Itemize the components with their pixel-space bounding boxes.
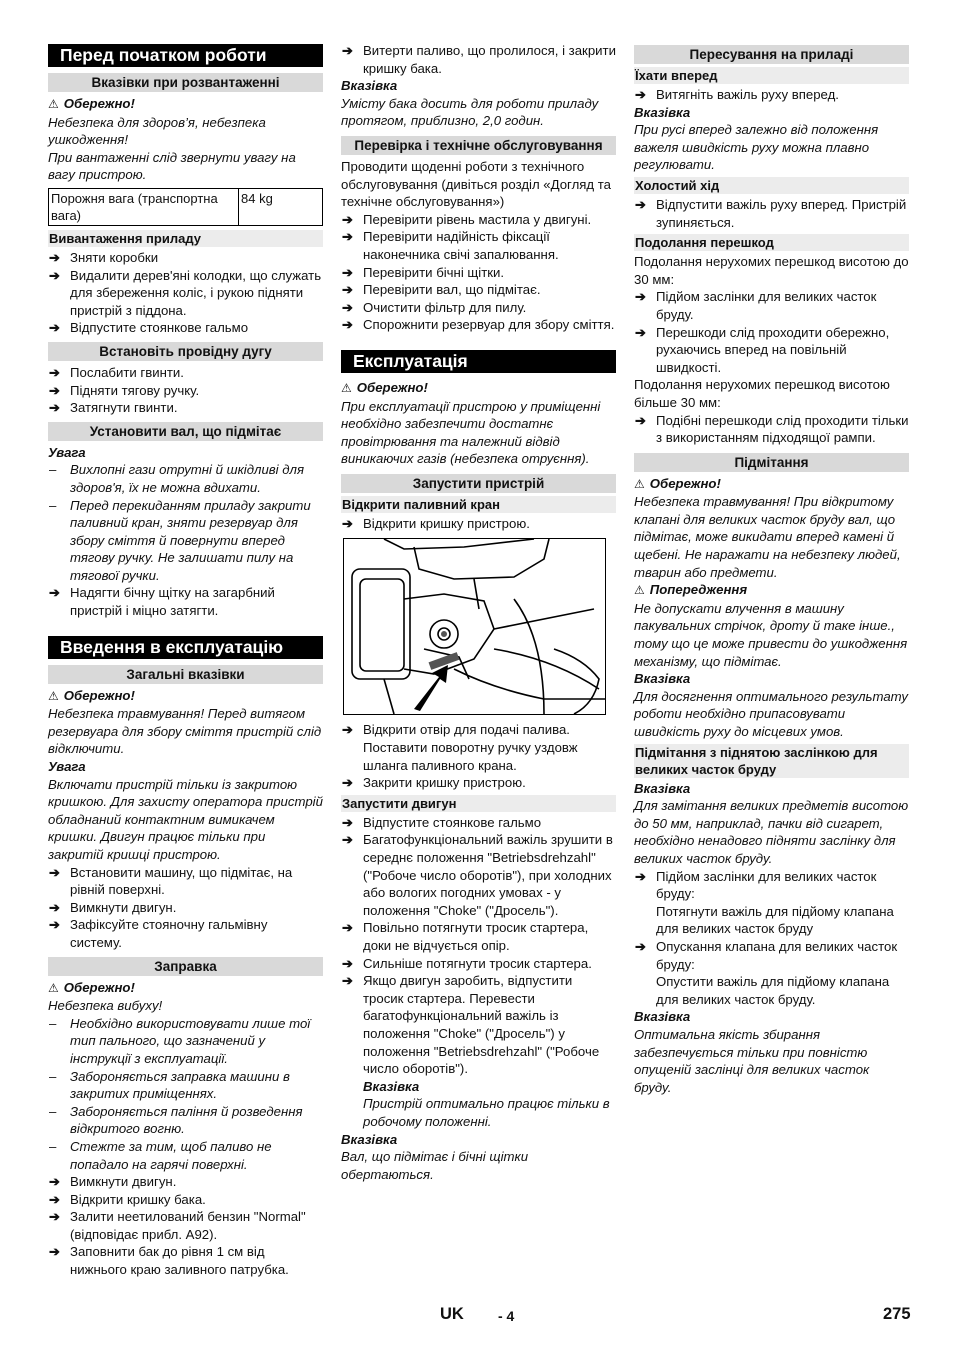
- note-text: Пристрій оптимально працює тільки в робочому положенні.: [363, 1096, 610, 1129]
- section-heading-before-start: Перед початком роботи: [48, 44, 323, 67]
- list-item: ➔ Вимкнути двигун.: [49, 899, 177, 915]
- arrow-right-icon: ➔: [49, 382, 61, 398]
- list-item: ➔ Відкрити кришку пристрою.: [342, 515, 530, 531]
- list-item: – Забороняється паління й розведення відкритого вогню.: [49, 1103, 303, 1137]
- footer-page-number: 275: [883, 1305, 911, 1323]
- label-attention: Увага: [48, 759, 86, 775]
- list-item: ➔ Встановити машину, що підмітає, на рівній поверхні.: [49, 864, 293, 898]
- arrow-right-icon: ➔: [635, 938, 647, 954]
- arrow-right-icon: ➔: [49, 1191, 61, 1207]
- list-item: ➔ Підйом заслінки для великих часток бруду.: [635, 289, 877, 322]
- sub-item: Потягнути важіль для підйому клапана для великих часток бруду: [656, 903, 894, 937]
- label-note: Вказівка: [634, 671, 691, 687]
- arrow-right-icon: ➔: [635, 412, 647, 428]
- arrow-right-icon: ➔: [342, 264, 354, 280]
- note-text: При русі вперед залежно від положення важеля швидкість руху можна плавно регулювати.: [634, 122, 879, 173]
- note-text: Умісту бака досить для роботи приладу протягом, приблизно, 2,0 годин.: [341, 95, 599, 129]
- heading-roller: Установити вал, що підмітає: [48, 422, 323, 441]
- arrow-right-icon: ➔: [49, 585, 61, 601]
- list-item: ➔ Витягніть важіль руху вперед.: [635, 87, 839, 102]
- list-item: ➔ Надягти бічну щітку на загарбний пристрій і міцно затягти.: [49, 585, 275, 619]
- arrow-right-icon: ➔: [342, 973, 354, 989]
- note-text: Оптимальна якість збирання забезпечується тільки при повністю опущеній заслінці для великих часток бруду.: [634, 1026, 870, 1095]
- warning-triangle-icon: ⚠: [48, 97, 59, 111]
- arrow-right-icon: ➔: [49, 1174, 61, 1190]
- arrow-right-icon: ➔: [342, 43, 354, 58]
- subheading-fuel-valve: Відкрити паливний кран: [341, 496, 616, 513]
- warning-sweep: ⚠ Обережно!: [634, 475, 721, 491]
- warning-triangle-icon: ⚠: [48, 980, 59, 995]
- note-text: Для досягнення оптимального результату роботи необхідно припасовувати швидкість руху до місцевих умов.: [634, 688, 908, 739]
- heading-unload: Вказівки при розвантаженні: [48, 73, 323, 92]
- list-item: ➔ Залити неетилований бензин "Normal" (відповідає прибл. А92).: [49, 1209, 306, 1242]
- warning-operation-text: При експлуатації пристрою у приміщенні необхідно забезпечити достатнє провітрювання та належний відвід виникаючих газів (небезпека отруєння).: [341, 398, 601, 467]
- subheading-unloading: Вивантаження приладу: [48, 230, 323, 247]
- section-heading-operation: Експлуатація: [341, 350, 616, 373]
- list-item: ➔ Відкрити отвір для подачі палива. Поставити поворотну ручку уздовж шланга паливного крана.: [342, 722, 578, 773]
- list-item: – Перед перекиданням приладу закрити паливний кран, зняти резервуар для збору сміття й повернути вперед тягову ручку. Не залишати пилу на тягової ручки.: [49, 497, 311, 583]
- heading-check: Перевірка і технічне обслуговування: [341, 136, 616, 155]
- heading-move: Пересування на приладі: [634, 45, 909, 64]
- label-note: Вказівка: [634, 780, 691, 796]
- list-item: ➔ Перевірити рівень мастила у двигуні.: [342, 211, 592, 227]
- arrow-right-icon: ➔: [49, 267, 61, 283]
- arrow-right-icon: ➔: [49, 320, 61, 336]
- list-item: ➔ Підйом заслінки для великих часток бруду:: [635, 868, 877, 902]
- warning-unload-text: Небезпека для здоров’я, небезпека ушкодження!: [48, 114, 266, 148]
- list-item: ➔ Багатофункціональний важіль зрушити в середнє положення "Betriebsdrehzahl" ("Робоче число оборотів"), при холодних або вологих погодних умовах - у положення "Choke" ("Дросель").: [342, 832, 613, 918]
- sub-item: Опустити важіль для підйому клапана для великих часток бруду.: [656, 974, 890, 1007]
- arrow-right-icon: ➔: [49, 1244, 61, 1260]
- warning-triangle-icon: ⚠: [341, 380, 352, 395]
- heading-start: Запустити пристрій: [341, 474, 616, 493]
- arrow-right-icon: ➔: [49, 1209, 61, 1225]
- list-item: ➔ Послабити гвинти.: [49, 364, 184, 380]
- label-note: Вказівка: [341, 1131, 398, 1147]
- warning-unload: ⚠ Обережно!: [48, 96, 135, 111]
- warning-triangle-icon: ⚠: [634, 583, 645, 598]
- obstacles-text-a: Подолання нерухомих перешкод висотою до 30 мм:: [634, 254, 909, 287]
- list-item: ➔ Зняти коробки: [49, 249, 159, 265]
- list-item: ➔ Перевірити надійність фіксації наконечника свічі запалювання.: [342, 229, 559, 262]
- subheading-flap: Підмітання з піднятою заслінкою для великих часток бруду: [634, 744, 909, 778]
- attention-text: Включати пристрій тільки із закритою кришкою. Для захисту оператора пристрій обладнаний контактним вимикачем кришки. Двигун працює тільки при закритій кришці пристрою.: [48, 776, 323, 862]
- heading-sweep: Підмітання: [634, 453, 909, 472]
- warning-triangle-icon: ⚠: [634, 476, 645, 491]
- label-note: Вказівка: [363, 1078, 420, 1094]
- label-note: Вказівка: [634, 104, 691, 120]
- arrow-right-icon: ➔: [49, 249, 61, 265]
- heading-fuel: Заправка: [48, 957, 323, 976]
- subheading-obstacles: Подолання перешкод: [634, 234, 909, 251]
- column-1: [48, 44, 323, 1279]
- label-attention: Увага: [48, 444, 86, 460]
- warning-sweep-text: Небезпека травмування! При відкритому клапані для великих часток бруду вал, що підмітає, може викидати вперед камені й щебені. Не наражати на небезпеку людей, тварин або предмети.: [634, 494, 901, 580]
- list-item: ➔ Відпустити важіль руху вперед. Пристрій зупиняється.: [635, 196, 907, 230]
- list-item: ➔ Витерти паливо, що пролилося, і закрити кришку бака.: [342, 43, 616, 76]
- list-item: ➔ Сильніше потягнути тросик стартера.: [342, 955, 592, 971]
- warning-general-text: Небезпека травмування! Перед витягом резервуара для збору сміття пристрій слід відключити.: [48, 706, 322, 757]
- list-item: ➔ Затягнути гвинти.: [49, 400, 178, 416]
- arrow-right-icon: ➔: [635, 289, 647, 305]
- list-item: ➔ Опускання клапана для великих часток бруду:: [635, 938, 898, 972]
- warning-triangle-icon: ⚠: [48, 688, 59, 703]
- label-note: Вказівка: [634, 1009, 691, 1025]
- arrow-right-icon: ➔: [635, 87, 647, 102]
- list-item: – Стежте за тим, щоб паливо не попадало на гарячі поверхні.: [49, 1138, 272, 1172]
- note-text: Для замітання великих предметів висотою до 50 мм, наприклад, пачки від сигарет, необхідно ненадовго підняти заслінку для великих часток бруду.: [634, 798, 909, 866]
- arrow-right-icon: ➔: [342, 282, 354, 298]
- list-item: ➔ Зафіксуйте стояночну гальмівну систему.: [49, 917, 268, 950]
- heading-handle: Встановіть провідну дугу: [48, 342, 323, 361]
- check-text: Проводити щоденні роботи з технічного обслуговування (дивіться розділ «Догляд та технічне обслуговування»): [341, 158, 611, 210]
- arrow-right-icon: ➔: [342, 814, 354, 830]
- list-item: – Забороняється заправка машини в закритих приміщеннях.: [49, 1068, 290, 1102]
- arrow-right-icon: ➔: [49, 917, 61, 933]
- arrow-right-icon: ➔: [342, 775, 354, 791]
- warning-caution-text: Не допускати влучення в машину пакувальних стрічок, дроту й таке інше., тому що це може привести до ушкодження механізму, що підмітає.: [634, 600, 908, 669]
- arrow-right-icon: ➔: [635, 324, 647, 340]
- list-item: ➔ Перешкоди слід проходити обережно, рухаючись вперед на повільній швидкості.: [635, 324, 890, 375]
- arrow-right-icon: ➔: [49, 899, 61, 915]
- list-item: – Вихлопні гази отрутні й шкідливі для здоров'я, їх не можна вдихати.: [49, 462, 305, 495]
- list-item: ➔ Перевірити вал, що підмітає.: [342, 282, 541, 298]
- list-item: ➔ Подібні перешкоди слід проходити тільки з використанням підходящої рампи.: [635, 412, 909, 446]
- list-item: ➔ Видалити дерев'яні колодки, що служать для збереження коліс, і рукою підняти пристрій з піддона.: [49, 267, 322, 318]
- weight-value: 84 kg: [239, 188, 323, 225]
- list-item: ➔ Заповнити бак до рівня 1 см від нижнього краю заливного патрубка.: [49, 1244, 289, 1278]
- obstacles-text-b: Подолання нерухомих перешкод висотою більше 30 мм:: [634, 377, 890, 410]
- subheading-idle: Холостий хід: [634, 177, 909, 194]
- arrow-right-icon: ➔: [342, 515, 354, 531]
- arrow-right-icon: ➔: [342, 211, 354, 227]
- list-item: ➔ Якщо двигун заробить, відпустити тросик стартера. Перевести багатофункціональний важіль із положення "Choke" ("Дросель") у положення "Betriebsdrehzahl" ("Робоче число оборотів").: [342, 973, 600, 1077]
- list-item: ➔ Підняти тягову ручку.: [49, 382, 200, 398]
- list-item: ➔ Відпустите стоянкове гальмо: [342, 814, 542, 830]
- arrow-right-icon: ➔: [49, 364, 61, 380]
- engine-illustration: [344, 539, 605, 714]
- footer-page-small: - 4: [498, 1308, 515, 1324]
- section-heading-commissioning: Введення в експлуатацію: [48, 636, 323, 659]
- footer-language: UK: [440, 1305, 464, 1323]
- fuel-valve-figure: [343, 538, 606, 715]
- arrow-right-icon: ➔: [635, 196, 647, 212]
- list-item: ➔ Перевірити бічні щітки.: [342, 264, 505, 280]
- arrow-right-icon: ➔: [49, 864, 61, 880]
- column-2: [341, 42, 616, 1183]
- table-row: [49, 188, 323, 225]
- unload-text: При вантаженні слід звернути увагу на вагу пристрою.: [48, 149, 296, 183]
- subheading-forward: Їхати вперед: [634, 67, 909, 84]
- arrow-right-icon: ➔: [342, 317, 354, 333]
- note-text: Вал, що підмітає і бічні щітки обертаються.: [341, 1149, 529, 1182]
- subheading-start-engine: Запустити двигун: [341, 795, 616, 812]
- arrow-right-icon: ➔: [342, 955, 354, 971]
- list-item: ➔ Вимкнути двигун.: [49, 1174, 177, 1190]
- list-item: ➔ Відкрити кришку бака.: [49, 1191, 206, 1207]
- warning-operation: ⚠ Обережно!: [341, 379, 428, 395]
- list-item: ➔ Спорожнити резервуар для збору сміття.: [342, 317, 615, 333]
- warning-general: ⚠ Обережно!: [48, 687, 135, 703]
- list-item: ➔ Повільно потягнути тросик стартера, доки не відчується опір.: [342, 920, 589, 953]
- arrow-right-icon: ➔: [342, 229, 354, 245]
- warning-fuel: ⚠ Обережно!: [48, 979, 135, 995]
- arrow-right-icon: ➔: [342, 920, 354, 936]
- warning-fuel-text: Небезпека вибуху!: [48, 998, 163, 1014]
- arrow-right-icon: ➔: [342, 299, 354, 315]
- column-3: [634, 44, 909, 1096]
- arrow-right-icon: ➔: [635, 868, 647, 884]
- arrow-right-icon: ➔: [342, 722, 354, 738]
- arrow-right-icon: ➔: [49, 400, 61, 416]
- arrow-right-icon: ➔: [342, 832, 354, 848]
- weight-table: [48, 188, 323, 226]
- label-note: Вказівка: [341, 78, 398, 94]
- warning-caution: ⚠ Попередження: [634, 582, 748, 598]
- list-item: ➔ Закрити кришку пристрою.: [342, 775, 526, 791]
- list-item: ➔ Відпустите стоянкове гальмо: [49, 320, 249, 336]
- list-item: – Необхідно використовувати лише тої тип пального, що зазначений у інструкції з експлуатації.: [49, 1015, 311, 1066]
- list-item: ➔ Очистити фільтр для пилу.: [342, 299, 527, 315]
- heading-general: Загальні вказівки: [48, 665, 323, 684]
- weight-label: Порожня вага (транспортна вага): [49, 188, 239, 225]
